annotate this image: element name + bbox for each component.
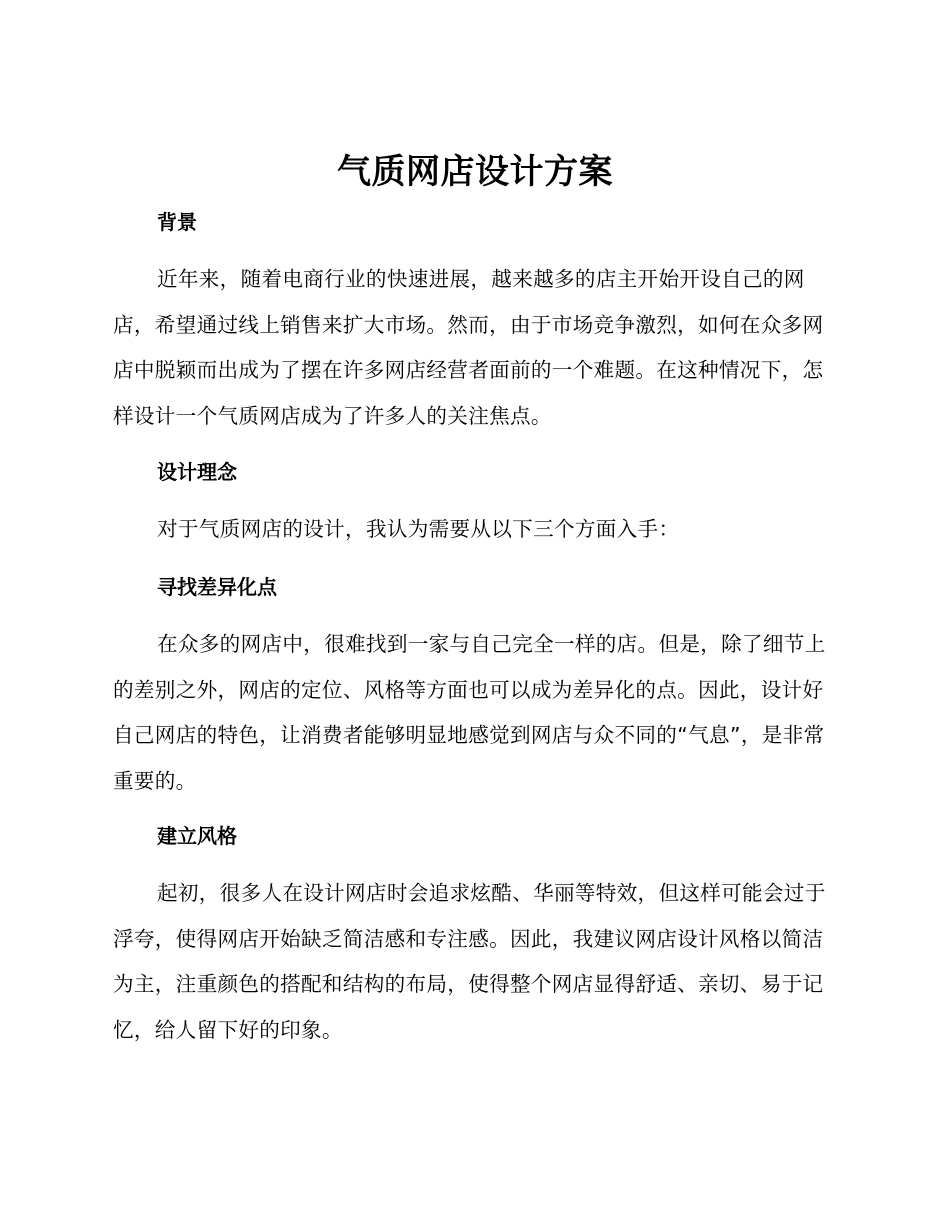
section-heading-design-concept: 设计理念 [157,460,237,484]
document-title: 气质网店设计方案 [337,152,613,192]
section-paragraph-style: 起初，很多人在设计网店时会追求炫酷、华丽等特效，但这样可能会过于浮夸，使得网店开始缺乏简洁感和专注感。因此，我建议网店设计风格以简洁为主，注重颜色的搭配和结构的布局，使得整个网店显得舒适、亲切、易于记忆，给人留下好的印象。 [113,881,826,1042]
section-heading-style: 建立风格 [157,824,237,848]
section-heading-differentiation: 寻找差异化点 [157,575,277,599]
section-paragraph-background: 近年来，随着电商行业的快速进展，越来越多的店主开始开设自己的网店，希望通过线上销售来扩大市场。然而，由于市场竞争激烈，如何在众多网店中脱颖而出成为了摆在许多网店经营者面前的一个难题。在这种情况下，怎样设计一个气质网店成为了许多人的关注焦点。 [113,267,824,428]
section-paragraph-design-concept: 对于气质网店的设计，我认为需要从以下三个方面入手： [157,517,680,541]
section-heading-background: 背景 [157,210,197,234]
section-paragraph-differentiation: 在众多的网店中，很难找到一家与自己完全一样的店。但是，除了细节上的差别之外，网店的定位、风格等方面也可以成为差异化的点。因此，设计好自己网店的特色，让消费者能够明显地感觉到网店与众不同的“气息”，是非常重要的。 [113,632,826,793]
